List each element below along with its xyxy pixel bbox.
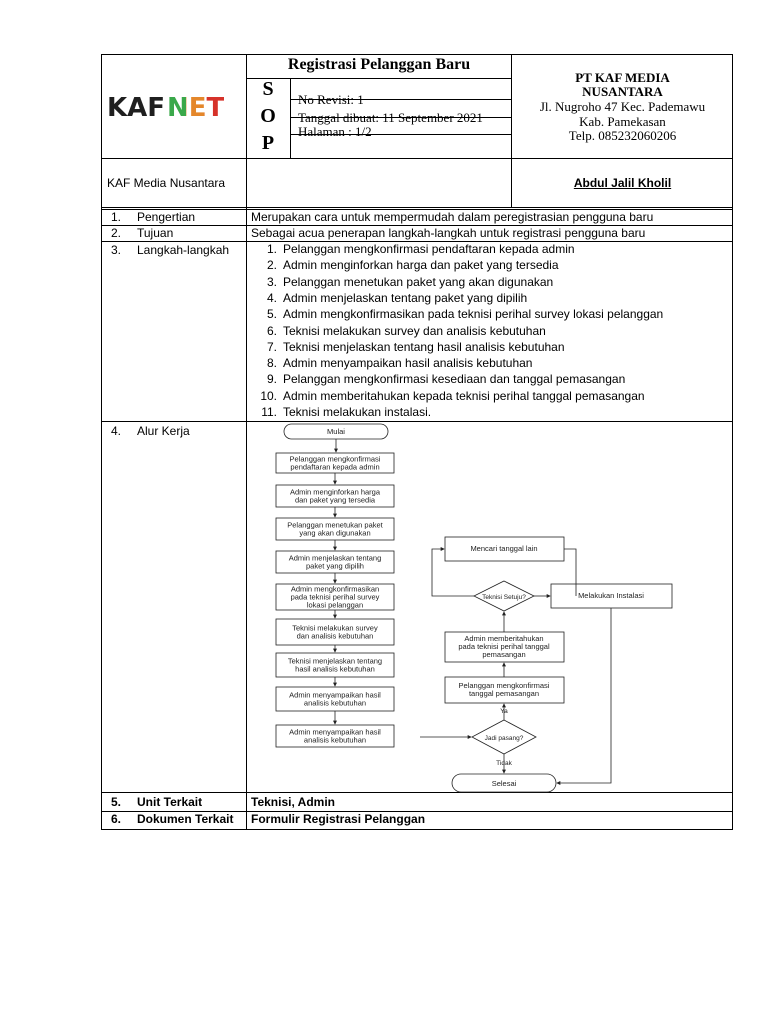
divider-header-bottom [101,158,733,159]
flow-left-box-text: analisis kebutuhan [303,735,367,745]
section-4-label: Alur Kerja [137,424,190,438]
flow-end-label: Selesai [491,779,517,788]
step-number: 2. [266,258,277,273]
step-text: Admin mengkonfirmasikan pada teknisi perihal survey lokasi pelanggan [283,307,664,322]
org-name: KAF Media Nusantara [107,176,226,190]
flow-left-box-text: Admin menginforkan harga [289,487,381,497]
divider-row4 [101,421,733,422]
section-6-text: Formulir Registrasi Pelanggan [251,812,426,826]
logo-text-net [167,93,224,123]
step-text: Teknisi melakukan instalasi. [283,405,432,419]
step-text: Pelanggan menetukan paket yang akan digunakan [283,274,554,289]
section-4-num: 4. [111,424,122,438]
step-item [251,324,546,338]
flowchart [252,423,698,799]
step-item [251,258,559,272]
kafnet-logo [107,92,224,124]
step-item [251,372,625,386]
step-number: 3. [266,274,277,289]
flow-admin-memberitahukan-l3: pemasangan [482,650,526,659]
halaman-text: Halaman : 1/2 [298,124,372,139]
step-text: Teknisi melakukan survey dan analisis kebutuhan [283,323,546,338]
steps-list [251,242,731,420]
flow-left-box-text: pendaftaran kepada admin [290,462,380,472]
flow-left-box-text: Teknisi melakukan survey [292,623,378,633]
signer-name: Abdul Jalil Kholil [573,176,672,190]
flow-decision-setuju-label: Teknisi Setuju? [482,594,526,601]
table-border-bottom [101,829,733,830]
flow-left-box-text: paket yang dipilih [306,561,364,571]
step-item [251,307,663,321]
section-5-num: 5. [111,795,122,809]
section-2-text: Sebagai acua penerapan langkah-langkah untuk registrasi pengguna baru [251,226,646,240]
flow-left-box-text: Pelanggan menetukan paket [287,520,383,530]
flow-label-tidak: Tidak [496,760,512,767]
flow-left-box-text: Admin menyampaikan hasil [289,690,381,700]
flow-left-box-text: Admin menyampaikan hasil [289,727,381,737]
step-number: 10. [260,388,277,403]
flow-instalasi-label: Melakukan Instalasi [578,591,644,600]
flow-left-column [276,453,394,747]
flow-left-box-text: Teknisi menjelaskan tentang [287,656,383,666]
step-number: 7. [266,339,277,354]
sop-letter-s: S [262,78,274,100]
step-text: Admin menjelaskan tentang paket yang dipilih [283,290,528,305]
flow-left-box-text: lokasi pelanggan [306,600,364,610]
step-number: 6. [266,323,277,338]
section-2-num: 2. [111,226,122,240]
step-text: Pelanggan mengkonfirmasi kesediaan dan tanggal pemasangan [283,372,626,387]
section-5-text: Teknisi, Admin [251,795,336,809]
step-text: Teknisi menjelaskan tentang hasil analisis kebutuhan [283,339,565,354]
tanggal-text: Tanggal dibuat: 11 September 2021 [298,110,483,125]
sop-letter-p: P [261,132,275,154]
flow-conn-instalasi-to-end [557,608,611,783]
flow-left-box-text: analisis kebutuhan [303,698,367,708]
step-number: 4. [266,290,277,305]
step-text: Admin memberitahukan kepada teknisi perihal tanggal pemasangan [283,388,645,403]
section-6-label: Dokumen Terkait [137,812,234,826]
flow-pelanggan-tanggal-l1: Pelanggan mengkonfirmasi [458,681,550,690]
flow-decision-pasang-label: Jadi pasang? [484,735,524,742]
step-number: 9. [266,372,277,387]
flow-left-box-text: yang akan digunakan [299,528,371,538]
section-1-num: 1. [111,210,122,224]
flow-start-label: Mulai [327,427,345,436]
flow-left-box-text: hasil analisis kebutuhan [295,664,375,674]
section-2-label: Tujuan [137,226,174,240]
section-3-label: Langkah-langkah [137,243,230,257]
flow-left-box-text: dan analisis kebutuhan [296,631,374,641]
company-name-line2: NUSANTARA [582,84,663,99]
flow-left-box-text: Admin menjelaskan tentang [288,553,382,563]
table-border-left [101,54,102,830]
col-divider-left [246,54,247,830]
step-text: Admin menyampaikan hasil analisis kebutuhan [283,356,533,371]
flow-admin-memberitahukan-l1: Admin memberitahukan [464,634,544,643]
flow-left-box-text: dan paket yang tersedia [294,495,376,505]
revisi-text: No Revisi: 1 [298,92,364,107]
step-text: Admin menginforkan harga dan paket yang tersedia [283,258,559,273]
table-border-top [101,54,733,55]
company-address-line1: Jl. Nugroho 47 Kec. Pademawu [539,99,706,114]
step-number: 5. [266,307,277,322]
flow-left-box-text: Admin mengkonfirmasikan [290,584,380,594]
section-5-label: Unit Terkait [137,795,203,809]
flow-left-box-text: Pelanggan mengkonfirmasi [289,454,381,464]
step-item [251,242,575,256]
step-number: 11. [261,405,277,419]
section-6-num: 6. [111,812,122,826]
step-number: 8. [266,356,277,371]
divider-org-bottom [101,207,733,208]
section-1-text: Merupakan cara untuk mempermudah dalam peregistrasian pengguna baru [251,210,654,224]
table-border-right [732,54,733,830]
flow-label-ya: Ya [500,708,508,715]
sop-col-divider [290,78,291,159]
step-item [251,356,532,370]
company-phone: Telp. 085232060206 [568,128,677,143]
step-item [251,389,645,403]
step-item [251,340,565,354]
flow-admin-memberitahukan-l2: pada teknisi perihal tanggal [458,642,550,651]
step-item [251,405,431,419]
section-3-num: 3. [111,243,122,257]
company-name-line1: PT KAF MEDIA [575,70,670,85]
section-1-label: Pengertian [137,210,196,224]
flow-mencari-label: Mencari tanggal lain [470,544,538,553]
sop-letter-o: O [260,105,276,127]
step-item [251,291,527,305]
step-text: Pelanggan mengkonfirmasi pendaftaran kepada admin [283,242,575,256]
company-address-line2: Kab. Pamekasan [579,114,666,129]
step-number: 1. [266,242,277,256]
page-title: Registrasi Pelanggan Baru [287,56,471,73]
flow-left-box-text: pada teknisi perihal survey [290,592,380,602]
logo-net-letters: NET [167,93,225,123]
flow-pelanggan-tanggal-l2: tanggal pemasangan [468,689,540,698]
step-item [251,275,553,289]
logo-text-kaf: KAF [107,93,166,123]
